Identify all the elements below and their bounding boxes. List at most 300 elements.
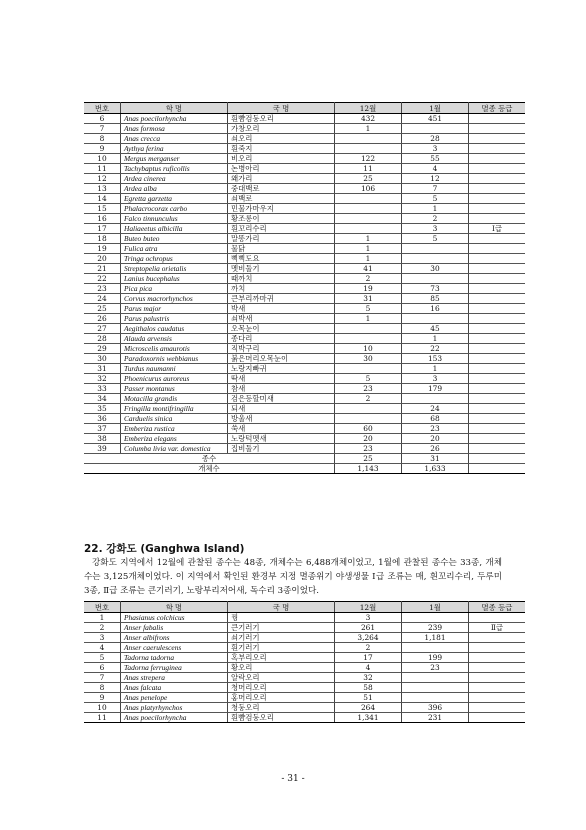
cell-december: 60 (335, 424, 402, 434)
cell-january: 28 (402, 134, 469, 144)
cell-january: 3 (402, 144, 469, 154)
cell-january: 20 (402, 434, 469, 444)
cell-scientific-name: Emberiza elegans (121, 434, 228, 444)
cell-grade (469, 284, 526, 294)
cell-grade (469, 663, 526, 673)
cell-january: 23 (402, 663, 469, 673)
cell-january: 179 (402, 384, 469, 394)
cell-korean-name: 청머리오리 (228, 683, 335, 693)
cell-grade (469, 304, 526, 314)
table-row (84, 623, 525, 633)
cell-grade (469, 434, 526, 444)
table-row (84, 663, 525, 673)
table-row (84, 124, 525, 134)
cell-january: 4 (402, 164, 469, 174)
cell-scientific-name: Anas poecilorhyncha (121, 713, 228, 723)
table-row (84, 633, 525, 643)
header-scientific-name: 학 명 (121, 103, 228, 114)
cell-no: 22 (84, 274, 121, 284)
table-row (84, 204, 525, 214)
cell-korean-name: 쇠백로 (228, 194, 335, 204)
cell-grade (469, 613, 526, 623)
cell-december: 1 (335, 244, 402, 254)
cell-december: 2 (335, 394, 402, 404)
header-korean-name: 국 명 (228, 103, 335, 114)
cell-january: 16 (402, 304, 469, 314)
cell-december: 2 (335, 274, 402, 284)
table-body (84, 613, 525, 723)
cell-january: 24 (402, 404, 469, 414)
header-no: 번호 (84, 602, 121, 613)
cell-january (402, 613, 469, 623)
cell-korean-name: 쇠기러기 (228, 633, 335, 643)
cell-january (402, 643, 469, 653)
table-row (84, 713, 525, 723)
cell-january (402, 244, 469, 254)
cell-december: 58 (335, 683, 402, 693)
cell-january: 68 (402, 414, 469, 424)
cell-no: 30 (84, 354, 121, 364)
cell-december (335, 144, 402, 154)
cell-no: 5 (84, 653, 121, 663)
cell-scientific-name: Anas formosa (121, 124, 228, 134)
table-row (84, 683, 525, 693)
cell-scientific-name: Ardea cinerea (121, 174, 228, 184)
cell-january: 73 (402, 284, 469, 294)
table-row (84, 314, 525, 324)
cell-scientific-name: Ardea alba (121, 184, 228, 194)
cell-december: 1 (335, 124, 402, 134)
cell-december (335, 194, 402, 204)
table-row (84, 134, 525, 144)
cell-grade: Ⅰ급 (469, 224, 526, 234)
cell-december: 11 (335, 164, 402, 174)
cell-scientific-name: Tadorna tadorna (121, 653, 228, 663)
cell-december (335, 134, 402, 144)
cell-january: 3 (402, 224, 469, 234)
cell-january: 231 (402, 713, 469, 723)
table-row (84, 613, 525, 623)
cell-scientific-name: Anas poecilorhyncha (121, 114, 228, 124)
cell-no: 36 (84, 414, 121, 424)
cell-january: 23 (402, 424, 469, 434)
cell-january: 85 (402, 294, 469, 304)
cell-grade (469, 334, 526, 344)
cell-scientific-name: Alauda arvensis (121, 334, 228, 344)
cell-january (402, 124, 469, 134)
cell-december: 4 (335, 663, 402, 673)
cell-january: 1 (402, 334, 469, 344)
cell-january: 22 (402, 344, 469, 354)
cell-grade (469, 374, 526, 384)
cell-december: 23 (335, 444, 402, 454)
cell-grade (469, 234, 526, 244)
table-row (84, 274, 525, 284)
table-row (84, 144, 525, 154)
cell-scientific-name: Phasianus colchicus (121, 613, 228, 623)
cell-korean-name: 노랑지빠귀 (228, 364, 335, 374)
cell-scientific-name: Buteo buteo (121, 234, 228, 244)
section-heading: 22. 강화도 (Ganghwa Island) (84, 543, 245, 555)
cell-scientific-name: Haliaeetus albicilla (121, 224, 228, 234)
cell-january: 1,181 (402, 633, 469, 643)
cell-scientific-name: Paradoxornis webbianus (121, 354, 228, 364)
cell-december: 1 (335, 234, 402, 244)
cell-grade (469, 274, 526, 284)
table-row (84, 284, 525, 294)
cell-grade (469, 394, 526, 404)
cell-scientific-name: Anas strepera (121, 673, 228, 683)
cell-korean-name: 흰뺨검둥오리 (228, 114, 335, 124)
summary-december: 1,143 (335, 464, 402, 474)
cell-scientific-name: Anser fabalis (121, 623, 228, 633)
cell-korean-name: 알락오리 (228, 673, 335, 683)
header-korean-name: 국 명 (228, 602, 335, 613)
cell-december: 51 (335, 693, 402, 703)
cell-january: 55 (402, 154, 469, 164)
cell-january (402, 254, 469, 264)
cell-grade (469, 164, 526, 174)
cell-korean-name: 왜가리 (228, 174, 335, 184)
cell-grade: Ⅱ급 (469, 623, 526, 633)
cell-korean-name: 까치 (228, 284, 335, 294)
table-row (84, 394, 525, 404)
cell-grade (469, 683, 526, 693)
cell-grade (469, 364, 526, 374)
cell-no: 19 (84, 244, 121, 254)
cell-grade (469, 174, 526, 184)
cell-december: 32 (335, 673, 402, 683)
cell-no: 31 (84, 364, 121, 374)
cell-january: 3 (402, 374, 469, 384)
cell-scientific-name: Falco tinnunculus (121, 214, 228, 224)
cell-december: 30 (335, 354, 402, 364)
cell-no: 6 (84, 114, 121, 124)
table-row (84, 304, 525, 314)
cell-grade (469, 214, 526, 224)
cell-scientific-name: Fulica atra (121, 244, 228, 254)
cell-january: 153 (402, 354, 469, 364)
cell-korean-name: 종다리 (228, 334, 335, 344)
cell-january (402, 683, 469, 693)
table-row (84, 244, 525, 254)
header-december: 12월 (335, 602, 402, 613)
cell-no: 7 (84, 124, 121, 134)
cell-scientific-name: Parus palustris (121, 314, 228, 324)
page-number: - 31 - (281, 774, 305, 784)
cell-december (335, 224, 402, 234)
summary-december: 25 (335, 454, 402, 464)
cell-december: 23 (335, 384, 402, 394)
cell-no: 6 (84, 663, 121, 673)
cell-korean-name: 물닭 (228, 244, 335, 254)
cell-no: 9 (84, 144, 121, 154)
cell-scientific-name: Motacilla grandis (121, 394, 228, 404)
cell-korean-name: 오목눈이 (228, 324, 335, 334)
table-row (84, 154, 525, 164)
cell-scientific-name: Phalacrocorax carbo (121, 204, 228, 214)
cell-december: 264 (335, 703, 402, 713)
table-row (84, 703, 525, 713)
cell-grade (469, 414, 526, 424)
cell-december (335, 204, 402, 214)
cell-december: 5 (335, 304, 402, 314)
cell-december: 25 (335, 174, 402, 184)
cell-scientific-name: Anser caerulescens (121, 643, 228, 653)
cell-grade (469, 184, 526, 194)
cell-no: 34 (84, 394, 121, 404)
cell-no: 23 (84, 284, 121, 294)
table-row (84, 673, 525, 683)
cell-grade (469, 194, 526, 204)
table-row (84, 643, 525, 653)
cell-december: 20 (335, 434, 402, 444)
table-row (84, 344, 525, 354)
cell-grade (469, 144, 526, 154)
cell-korean-name: 민물가마우지 (228, 204, 335, 214)
cell-korean-name: 흰기러기 (228, 643, 335, 653)
cell-korean-name: 흰꼬리수리 (228, 224, 335, 234)
cell-december: 5 (335, 374, 402, 384)
cell-december (335, 364, 402, 374)
cell-scientific-name: Mergus merganser (121, 154, 228, 164)
header-january: 1월 (402, 602, 469, 613)
cell-december: 1,341 (335, 713, 402, 723)
cell-january: 30 (402, 264, 469, 274)
cell-scientific-name: Passer montanus (121, 384, 228, 394)
table-row (84, 254, 525, 264)
cell-january (402, 314, 469, 324)
table-row (84, 234, 525, 244)
header-december: 12월 (335, 103, 402, 114)
table-row (84, 174, 525, 184)
cell-no: 14 (84, 194, 121, 204)
table-row (84, 384, 525, 394)
cell-korean-name: 되새 (228, 404, 335, 414)
table-header-row (84, 602, 525, 613)
cell-korean-name: 노랑턱멧새 (228, 434, 335, 444)
cell-december: 3,264 (335, 633, 402, 643)
cell-january: 45 (402, 324, 469, 334)
cell-december: 106 (335, 184, 402, 194)
cell-no: 10 (84, 703, 121, 713)
table-header-row (84, 103, 525, 114)
cell-scientific-name: Anas penelope (121, 693, 228, 703)
cell-korean-name: 논병아리 (228, 164, 335, 174)
cell-korean-name: 가창오리 (228, 124, 335, 134)
cell-no: 12 (84, 174, 121, 184)
table-row (84, 653, 525, 663)
species-table-2 (84, 601, 525, 723)
cell-no: 3 (84, 633, 121, 643)
cell-grade (469, 444, 526, 454)
cell-korean-name: 큰부리까마귀 (228, 294, 335, 304)
table-row (84, 264, 525, 274)
cell-no: 20 (84, 254, 121, 264)
cell-grade (469, 633, 526, 643)
cell-no: 9 (84, 693, 121, 703)
cell-no: 18 (84, 234, 121, 244)
cell-korean-name: 흰뺨검둥오리 (228, 713, 335, 723)
species-count-row (84, 454, 525, 464)
cell-grade (469, 154, 526, 164)
table-row (84, 434, 525, 444)
cell-scientific-name: Anas crecca (121, 134, 228, 144)
cell-grade (469, 703, 526, 713)
cell-january (402, 693, 469, 703)
cell-no: 24 (84, 294, 121, 304)
cell-no: 11 (84, 713, 121, 723)
cell-december (335, 324, 402, 334)
cell-scientific-name: Microscelis amaurotis (121, 344, 228, 354)
cell-korean-name: 쑥새 (228, 424, 335, 434)
cell-korean-name: 방울새 (228, 414, 335, 424)
table-row (84, 294, 525, 304)
table-row (84, 404, 525, 414)
cell-grade (469, 354, 526, 364)
table-row (84, 424, 525, 434)
table-row (84, 693, 525, 703)
cell-january: 5 (402, 234, 469, 244)
header-grade: 멸종 등급 (469, 602, 526, 613)
header-scientific-name: 학 명 (121, 602, 228, 613)
cell-korean-name: 검은등할미새 (228, 394, 335, 404)
cell-korean-name: 쇠박새 (228, 314, 335, 324)
cell-scientific-name: Emberiza rustica (121, 424, 228, 434)
cell-december: 41 (335, 264, 402, 274)
cell-korean-name: 박새 (228, 304, 335, 314)
table-row (84, 414, 525, 424)
header-grade: 멸종 등급 (469, 103, 526, 114)
cell-korean-name: 집비둘기 (228, 444, 335, 454)
cell-january: 396 (402, 703, 469, 713)
cell-no: 10 (84, 154, 121, 164)
cell-no: 28 (84, 334, 121, 344)
cell-scientific-name: Corvus macrorhynchos (121, 294, 228, 304)
cell-no: 4 (84, 643, 121, 653)
summary-january: 1,633 (402, 464, 469, 474)
cell-no: 25 (84, 304, 121, 314)
cell-scientific-name: Tachybaptus ruficollis (121, 164, 228, 174)
cell-december: 432 (335, 114, 402, 124)
individual-count-row (84, 464, 525, 474)
cell-korean-name: 직박구리 (228, 344, 335, 354)
cell-korean-name: 딱새 (228, 374, 335, 384)
cell-no: 11 (84, 164, 121, 174)
table-row (84, 374, 525, 384)
cell-january: 12 (402, 174, 469, 184)
cell-grade (469, 244, 526, 254)
cell-december: 31 (335, 294, 402, 304)
cell-korean-name: 황조롱이 (228, 214, 335, 224)
cell-january: 5 (402, 194, 469, 204)
cell-january: 199 (402, 653, 469, 663)
cell-december: 122 (335, 154, 402, 164)
cell-scientific-name: Pica pica (121, 284, 228, 294)
cell-no: 17 (84, 224, 121, 234)
cell-no: 2 (84, 623, 121, 633)
cell-scientific-name: Anas platyrhynchos (121, 703, 228, 713)
cell-grade (469, 324, 526, 334)
table-body (84, 114, 525, 474)
cell-scientific-name: Tringa ochropus (121, 254, 228, 264)
cell-december: 2 (335, 643, 402, 653)
cell-december: 10 (335, 344, 402, 354)
cell-december: 19 (335, 284, 402, 294)
cell-january: 1 (402, 204, 469, 214)
cell-grade (469, 134, 526, 144)
cell-korean-name: 큰기러기 (228, 623, 335, 633)
cell-grade (469, 424, 526, 434)
cell-grade (469, 653, 526, 663)
cell-korean-name: 중대백로 (228, 184, 335, 194)
cell-korean-name: 혹부리오리 (228, 653, 335, 663)
table-row (84, 444, 525, 454)
header-january: 1월 (402, 103, 469, 114)
cell-korean-name: 흰죽지 (228, 144, 335, 154)
cell-no: 8 (84, 683, 121, 693)
cell-korean-name: 참새 (228, 384, 335, 394)
cell-grade (469, 404, 526, 414)
cell-january (402, 274, 469, 284)
cell-grade (469, 693, 526, 703)
cell-grade (469, 314, 526, 324)
cell-scientific-name: Fringilla montifringilla (121, 404, 228, 414)
cell-december (335, 334, 402, 344)
cell-korean-name: 황오리 (228, 663, 335, 673)
cell-grade (469, 713, 526, 723)
cell-no: 7 (84, 673, 121, 683)
cell-grade (469, 254, 526, 264)
cell-december (335, 404, 402, 414)
cell-grade (469, 204, 526, 214)
cell-no: 29 (84, 344, 121, 354)
cell-january: 1 (402, 364, 469, 374)
cell-january: 239 (402, 623, 469, 633)
cell-scientific-name: Columba livia var. domestica (121, 444, 228, 454)
header-no: 번호 (84, 103, 121, 114)
cell-korean-name: 청둥오리 (228, 703, 335, 713)
summary-grade (469, 464, 526, 474)
section-paragraph: 강화도 지역에서 12월에 관찰된 종수는 48종, 개체수는 6,488개체이었고, 1월에 관찰된 종수는 33종, 개체수는 3,125개체이었다. 이 지역에서 확인된 환경부 지정 멸종위기 야생생물 Ⅰ급 조류는 매, 흰꼬리수리, 두루미 3종, Ⅱ급 조류는 큰기러기, 노랑부리저어새, 독수리 3종이었다. (84, 558, 502, 596)
cell-december: 17 (335, 653, 402, 663)
cell-scientific-name: Parus major (121, 304, 228, 314)
cell-no: 27 (84, 324, 121, 334)
cell-no: 37 (84, 424, 121, 434)
cell-no: 21 (84, 264, 121, 274)
table-row (84, 324, 525, 334)
cell-no: 38 (84, 434, 121, 444)
table-row (84, 164, 525, 174)
cell-korean-name: 때까치 (228, 274, 335, 284)
cell-scientific-name: Anser albifrons (121, 633, 228, 643)
cell-grade (469, 264, 526, 274)
cell-no: 26 (84, 314, 121, 324)
cell-january: 26 (402, 444, 469, 454)
cell-no: 15 (84, 204, 121, 214)
cell-scientific-name: Egretta garzetta (121, 194, 228, 204)
table-row (84, 224, 525, 234)
cell-korean-name: 말똥가리 (228, 234, 335, 244)
cell-no: 32 (84, 374, 121, 384)
table-row (84, 364, 525, 374)
table-row (84, 334, 525, 344)
cell-january: 2 (402, 214, 469, 224)
cell-scientific-name: Phoenicurus auroreus (121, 374, 228, 384)
cell-january (402, 673, 469, 683)
cell-korean-name: 홍머리오리 (228, 693, 335, 703)
cell-grade (469, 673, 526, 683)
